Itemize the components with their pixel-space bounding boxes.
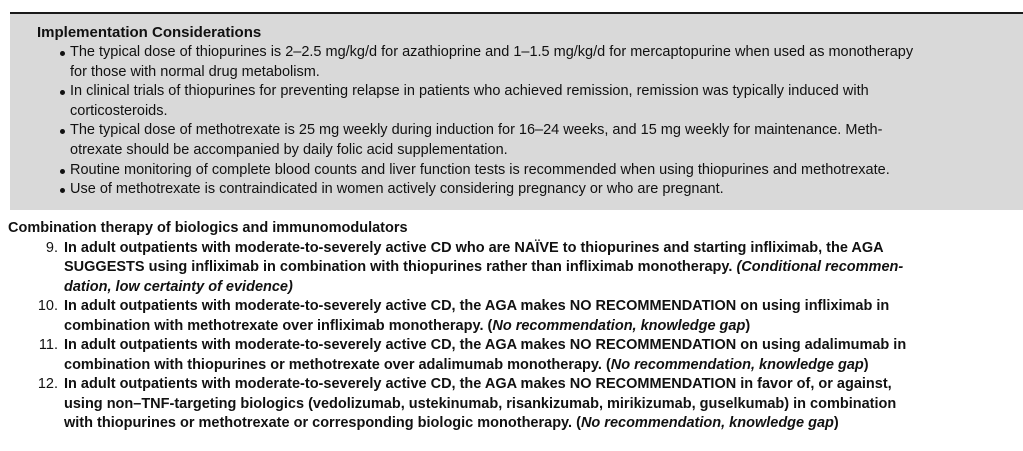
combination-therapy-section — [8, 219, 1018, 434]
recommendation-number: 11. — [38, 337, 58, 353]
list-item: Use of methotrexate is contraindicated in women actively considering pregnancy or who are pregnant. — [37, 180, 1023, 200]
recommendation-number: 9. — [45, 239, 58, 256]
section-title: Combination therapy of biologics and immunomodulators — [8, 220, 408, 236]
bullet-icon — [60, 90, 65, 95]
list-item: The typical dose of methotrexate is 25 mg weekly during induction for 16–24 weeks, and 15 mg weekly for maintenance. Meth- otrexate should be accompanied by daily folic acid supplementation. — [37, 121, 1023, 160]
list-item: The typical dose of thiopurines is 2–2.5 mg/kg/d for azathioprine and 1–1.5 mg/kg/d for mercaptopurine when used as monotherapy for those with normal drug metabolism. — [37, 43, 1023, 82]
bullet-icon — [60, 129, 65, 134]
recommendation-9: 9. In adult outpatients with moderate-to-severely active CD who are NAÏVE to thiopurines and starting infliximab, the AGA SUGGESTS using infliximab in combination with thiopurines rather than infliximab monotherapy. (Conditional recommen- dation, low certainty of evidence) — [8, 239, 1018, 298]
implementation-considerations-box — [10, 12, 1023, 210]
recommendation-12: 12. In adult outpatients with moderate-to-severely active CD, the AGA makes NO RECOMMENDATION in favor of, or against, using non–TNF-targeting biologics (vedolizumab, ustekinumab, risankizumab, mirikizumab, guselkumab) in combination with thiopurines or methotrexate or corresponding biologic monotherapy. (No recommendation, knowledge gap) — [8, 375, 1018, 434]
recommendation-10: 10. In adult outpatients with moderate-to-severely active CD, the AGA makes NO RECOMMENDATION on using infliximab in combination with methotrexate over infliximab monotherapy. (No recommendation, knowledge gap) — [8, 297, 1018, 336]
recommendation-number: 12. — [37, 376, 58, 392]
considerations-list — [37, 43, 1023, 200]
box-title: Implementation Considerations — [37, 24, 262, 41]
bullet-icon — [60, 188, 65, 193]
bullet-icon — [60, 51, 65, 56]
list-item: In clinical trials of thiopurines for preventing relapse in patients who achieved remission, remission was typically induced with corticosteroids. — [37, 82, 1023, 121]
recommendation-11: 11. In adult outpatients with moderate-to-severely active CD, the AGA makes NO RECOMMENDATION on using adalimumab in combination with thiopurines or methotrexate over adalimumab monotherapy. (No recommendation, knowledge gap) — [8, 336, 1018, 375]
list-item: Routine monitoring of complete blood counts and liver function tests is recommended when using thiopurines and methotrexate. — [37, 161, 1023, 181]
recommendations-list — [8, 239, 1018, 434]
recommendation-number: 10. — [37, 298, 58, 314]
bullet-icon — [60, 169, 65, 174]
